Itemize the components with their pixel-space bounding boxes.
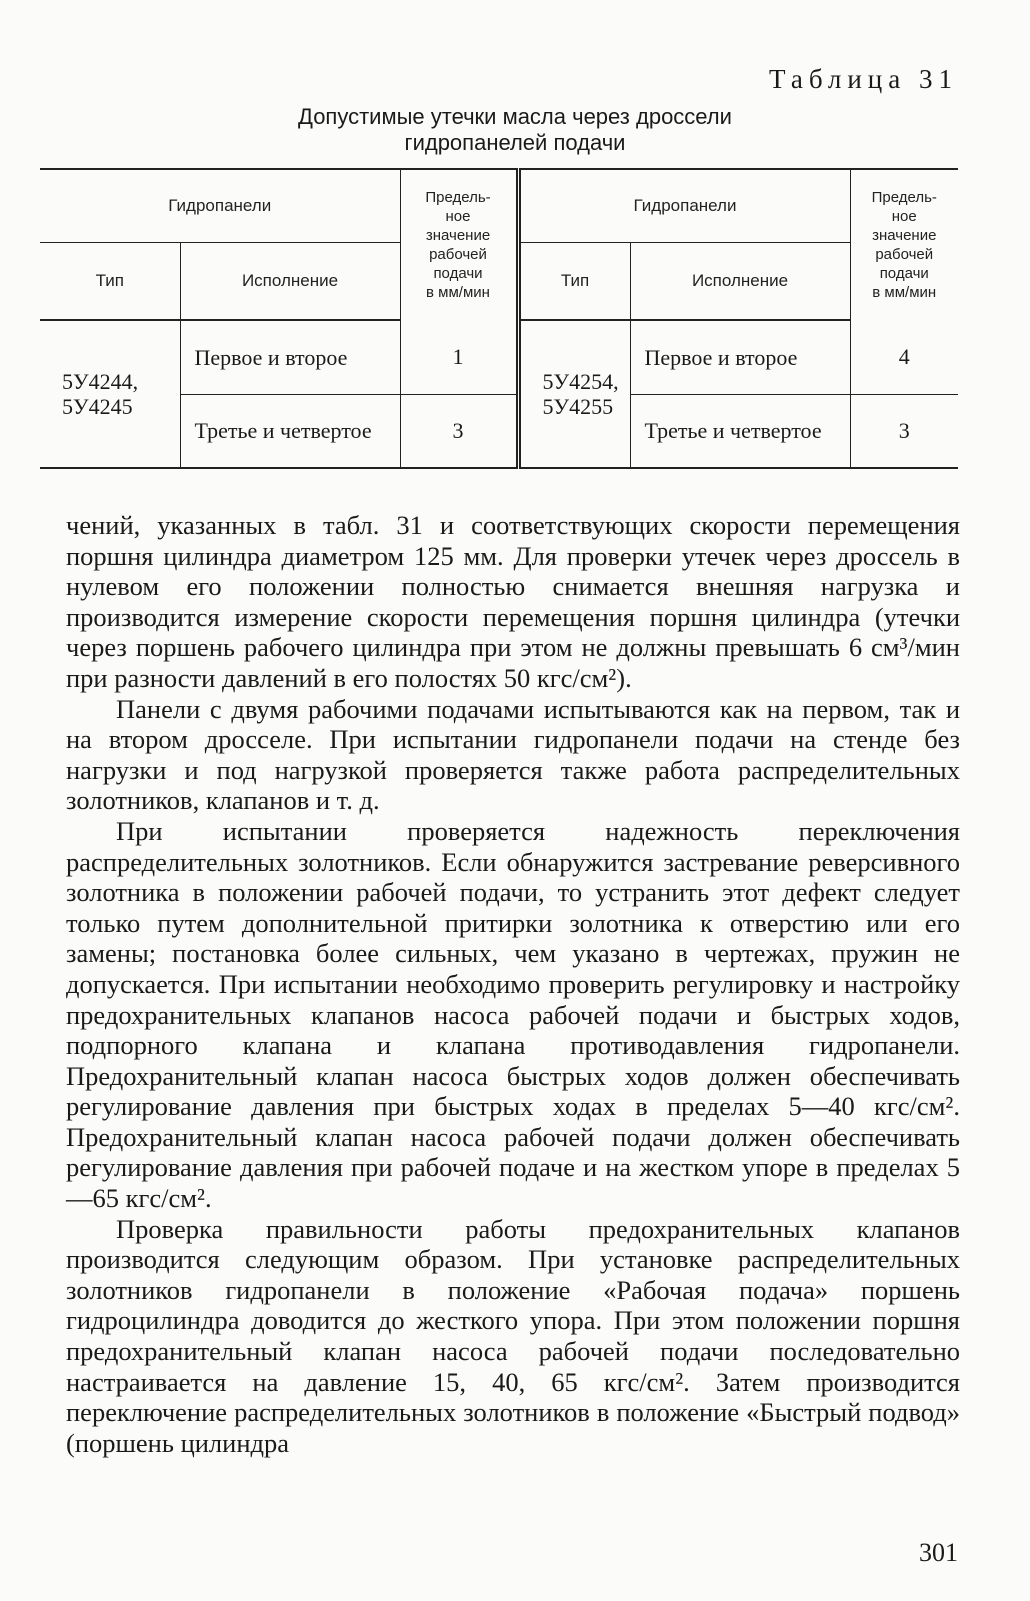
limit-header-line: подачи [879,265,929,282]
type-cell [518,320,630,468]
type-line: 5У4244, [62,369,139,394]
table-title-line: Допустимые утечки масла через дроссели [298,104,732,129]
limit-header-line: рабочей [429,246,487,263]
limit-header-line: Предель- [871,189,937,206]
limit-header-line: рабочей [875,246,934,263]
paragraph: Панели с двумя рабочими подачами испытываются как на первом, так и на втором дросселе. При испытании гидропанели подачи на стенде без нагрузки и под нагрузкой проверяется также работа распределительных золотников, клапанов и т. д. [66,693,960,816]
type-line: 5У4254, [542,369,619,394]
type-header: Тип [40,243,180,321]
leakage-table [40,168,958,469]
execution-cell: Третье и четвертое [630,394,850,468]
type-cell [40,320,180,468]
limit-header-line: в мм/мин [426,284,490,301]
table-label: Таблица 31 [769,64,958,94]
limit-header-line: Предель- [425,189,491,206]
type-line: 5У4255 [542,394,614,419]
execution-cell: Первое и второе [630,320,850,394]
paragraph: чений, указанных в табл. 31 и соответствующих скорости перемещения поршня цилиндра диаметром 125 мм. Для проверки утечек через дроссель в нулевом его положении полностью снимается внешняя нагрузка и производится измерение скорости перемещения поршня цилиндра (утечки через поршень рабочего цилиндра при этом не должны превышать 6 см³/мин при разности давлений в его полостях 50 кгс/см²). [66,510,960,693]
limit-header [400,169,518,320]
type-header: Тип [518,243,630,321]
limit-cell: 1 [400,320,518,394]
execution-header: Исполнение [630,243,850,321]
execution-header: Исполнение [180,243,400,321]
body-text [66,510,960,1458]
paragraph: Проверка правильности работы предохранительных клапанов производится следующим образом. При установке распределительных золотников гидропанели в положение «Рабочая подача» поршень гидроцилиндра доводится до жесткого упора. При этом положении поршня предохранительный клапан насоса рабочей подачи последовательно настраивается на давление 15, 40, 65 кгс/см². Затем производится переключение распределительных золотников в положение «Быстрый подвод» (поршень цилиндра [66,1213,960,1458]
execution-cell: Первое и второе [180,320,400,394]
group-header: Гидропанели [518,169,850,243]
limit-cell: 3 [850,394,958,468]
limit-header-line: подачи [433,265,483,282]
limit-header [850,169,958,320]
type-line: 5У4245 [62,394,133,419]
limit-header-line: в мм/мин [872,284,937,301]
limit-cell: 4 [850,320,958,394]
limit-header-line: значение [425,227,491,244]
table-title-line: гидропанелей подачи [404,130,626,155]
limit-cell: 3 [400,394,518,468]
limit-header-line: ное [445,208,471,225]
paragraph: При испытании проверяется надежность переключения распределительных золотников. Если обнаружится застревание реверсивного золотника в положении рабочей подачи, то устранить этот дефект следует только путем дополнительной притирки золотника к отверстию или его замены; постановка более сильных, чем указано в чертежах, пружин не допускается. При испытании необходимо проверить регулировку и настройку предохранительных клапанов насоса рабочей подачи и быстрых ходов, подпорного клапана и клапана противодавления гидропанели. Предохранительный клапан насоса быстрых ходов должен обеспечивать регулирование давления при быстрых ходах в пределах 5—40 кгс/см². Предохранительный клапан насоса рабочей подачи должен обеспечивать регулирование давления при рабочей подаче и на жестком упоре в пределах 5—65 кгс/см². [66,815,960,1214]
limit-header-line: ное [891,208,917,225]
page-number: 301 [919,1538,958,1567]
limit-header-line: значение [872,227,937,244]
group-header: Гидропанели [40,169,400,243]
execution-cell: Третье и четвертое [180,394,400,468]
table-title [0,104,1030,156]
